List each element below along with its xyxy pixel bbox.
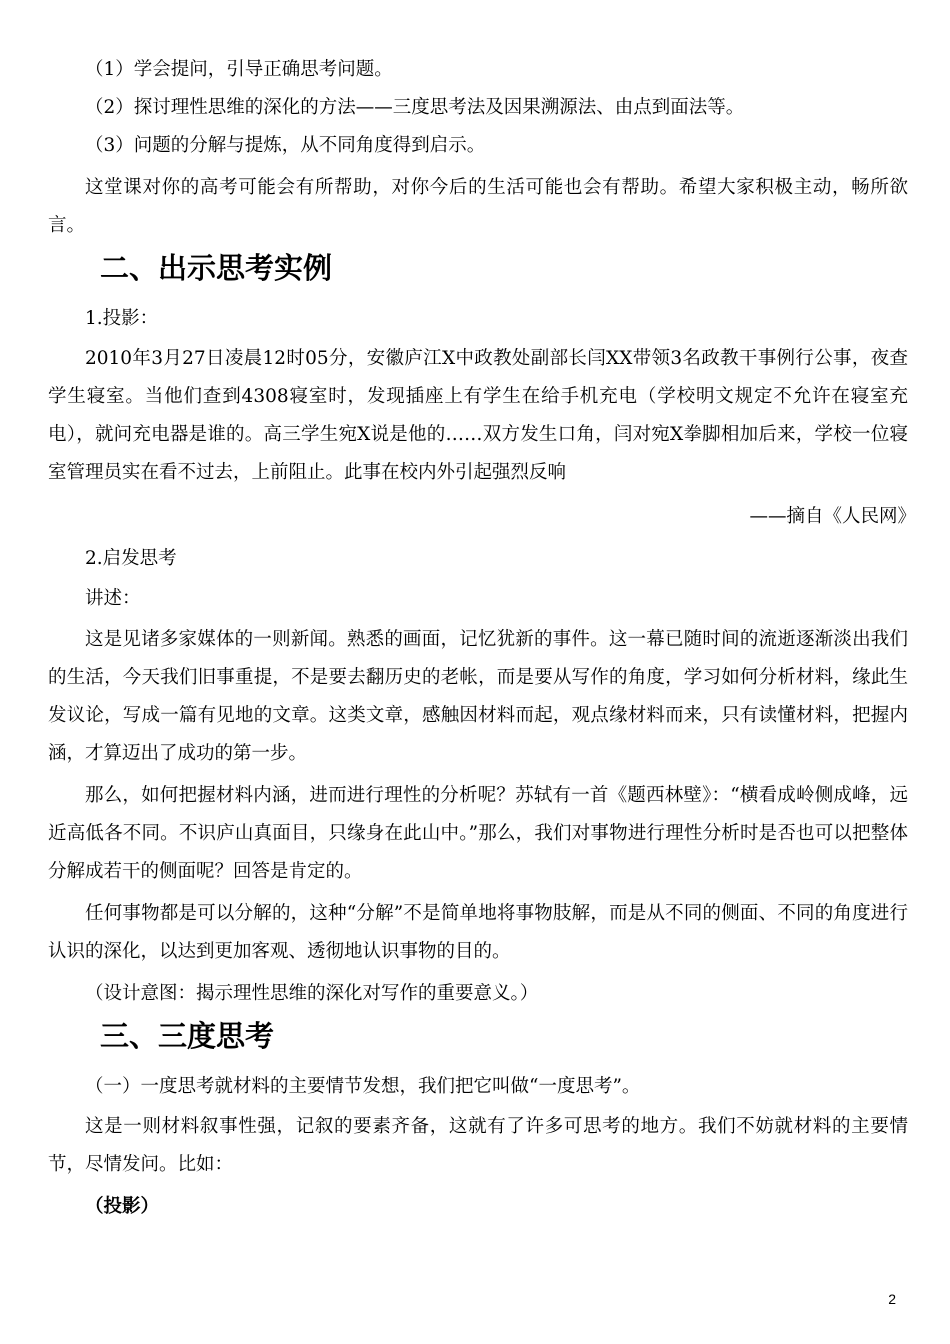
subheading-first-degree: （一）一度思考就材料的主要情节发想，我们把它叫做“一度思考”。 — [85, 1076, 641, 1097]
subheading-inspire: 2.启发思考 — [85, 548, 177, 569]
news-paragraph: 2010年3月27日凌晨12时05分，安徽庐江X中政教处副部长闫XX带领3名政教干事例行公事，夜查学生寝室。当他们查到4308寝室时，发现插座上有学生在给手机充电（学校明文规定不允许在寝室充电），就问充电器是谁的。高三学生宛X说是他的……双方发生口角，闫对宛X拳脚相加后来，学校一位寝室管理员实在看不过去，上前阻止。此事在校内外引起强烈反响 — [48, 348, 908, 483]
list-item-1: （1）学会提问，引导正确思考问题。 — [85, 59, 393, 80]
narrate-label: 讲述： — [85, 588, 141, 609]
paragraph-2: 那么，如何把握材料内涵，进而进行理性的分析呢？苏轼有一首《题西林壁》：“横看成岭侧成峰，远近高低各不同。不识庐山真面目，只缘身在此山中。”那么，我们对事物进行理性分析时是否也可以把整体分解成若干的侧面呢？回答是肯定的。 — [48, 785, 908, 882]
paragraph-narrative: 这是一则材料叙事性强，记叙的要素齐备，这就有了许多可思考的地方。我们不妨就材料的主要情节，尽情发问。比如： — [48, 1116, 908, 1175]
list-item-3: （3）问题的分解与提炼，从不同角度得到启示。 — [85, 135, 486, 156]
projection-label: （投影） — [85, 1196, 160, 1217]
subheading-projection: 1.投影： — [85, 308, 159, 329]
paragraph-1: 这是见诸多家媒体的一则新闻。熟悉的画面，记忆犹新的事件。这一幕已随时间的流逝逐渐淡出我们的生活，今天我们旧事重提，不是要去翻历史的老帐，而是要从写作的角度，学习如何分析材料，缘此生发议论，写成一篇有见地的文章。这类文章，感触因材料而起，观点缘材料而来，只有读懂材料，把握内涵，才算迈出了成功的第一步。 — [48, 629, 908, 764]
section-heading-2: 二、出示思考实例 — [100, 251, 333, 285]
paragraph-3: 任何事物都是可以分解的，这种“分解”不是简单地将事物肢解，而是从不同的侧面、不同的角度进行认识的深化，以达到更加客观、透彻地认识事物的目的。 — [48, 903, 908, 962]
design-intent: （设计意图：揭示理性思维的深化对写作的重要意义。） — [85, 983, 539, 1004]
list-item-2: （2）探讨理性思维的深化的方法——三度思考法及因果溯源法、由点到面法等。 — [85, 97, 745, 118]
section-heading-3: 三、三度思考 — [100, 1019, 275, 1053]
source-citation: ——摘自《人民网》 — [749, 506, 916, 527]
page-number: 2 — [888, 1291, 896, 1307]
intro-paragraph: 这堂课对你的高考可能会有所帮助，对你今后的生活可能也会有帮助。希望大家积极主动，畅所欲言。 — [48, 177, 908, 236]
